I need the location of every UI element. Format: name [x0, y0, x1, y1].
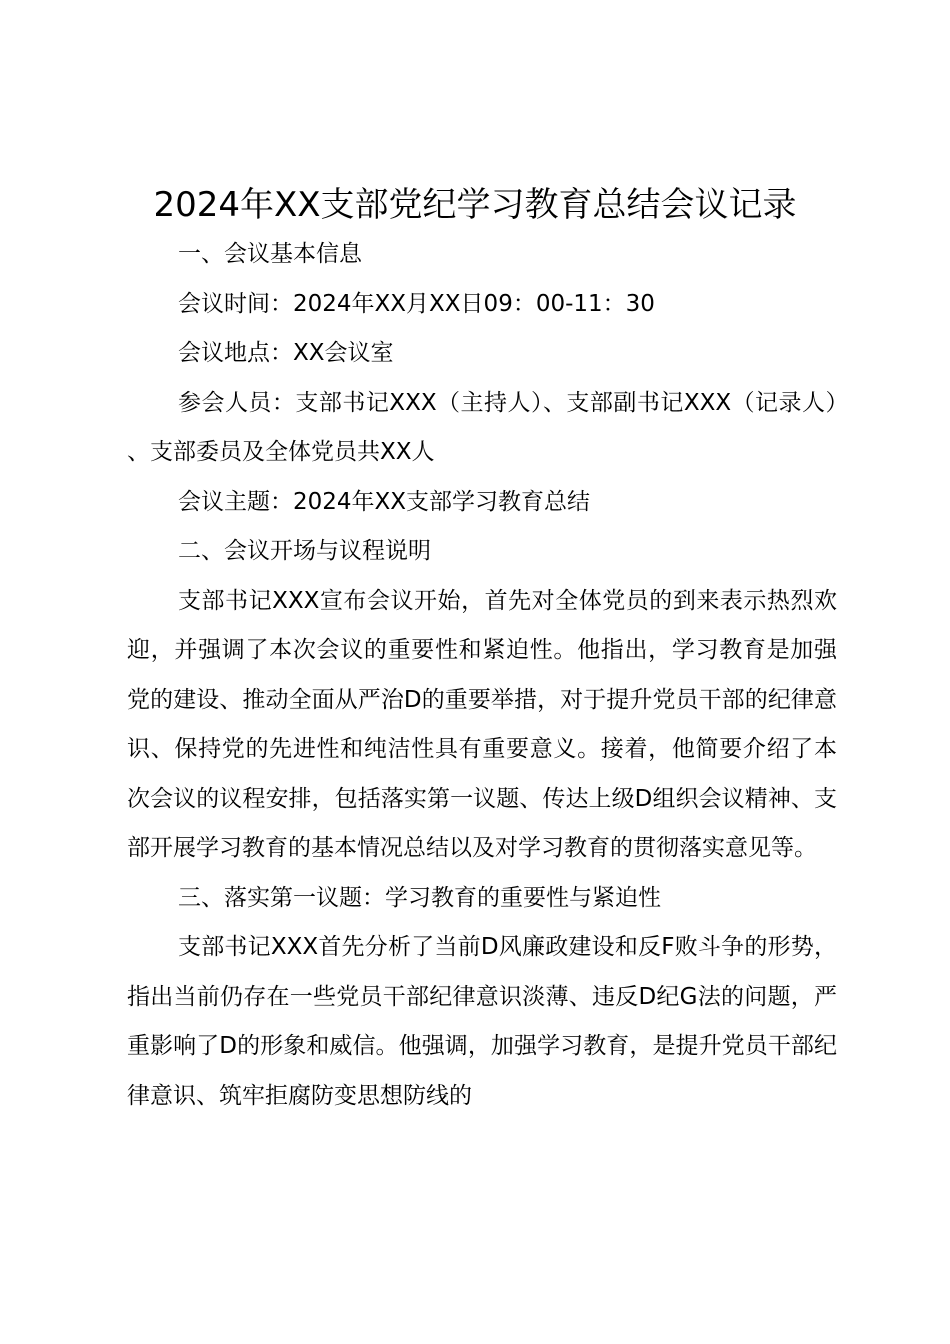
- document-body: [127, 230, 837, 1121]
- section-heading-first-topic: 三、落实第一议题：学习教育的重要性与紧迫性: [178, 884, 661, 911]
- opening-paragraph: 支部书记XXX宣布会议开始，首先对全体党员的到来表示热烈欢迎，并强调了本次会议的重要性和紧迫性。他指出，学习教育是加强党的建设、推动全面从严治D的重要举措，对于提升党员干部的纪律意识、保持党的先进性和纯洁性具有重要意义。接着，他简要介绍了本次会议的议程安排，包括落实第一议题、传达上级D组织会议精神、支部开展学习教育的基本情况总结以及对学习教育的贯彻落实意见等。: [127, 587, 837, 861]
- section-heading-opening: 二、会议开场与议程说明: [178, 538, 431, 564]
- meeting-time: 会议时间：2024年XX月XX日09：00-11：30: [178, 290, 655, 317]
- first-topic-paragraph: 支部书记XXX首先分析了当前D风廉政建设和反F败斗争的形势，指出当前仍存在一些党员干部纪律意识淡薄、违反D纪G法的问题，严重影响了D的形象和威信。他强调，加强学习教育，是提升党员干部纪律意识、筑牢拒腐防变思想防线的: [127, 934, 837, 1109]
- meeting-topic: 会议主题：2024年XX支部学习教育总结: [178, 488, 591, 515]
- section-heading-basic-info: 一、会议基本信息: [178, 241, 362, 267]
- meeting-attendees: 参会人员：支部书记XXX（主持人）、支部副书记XXX（记录人）、支部委员及全体党员共XX人: [127, 389, 837, 465]
- document-title: 2024年XX支部党纪学习教育总结会议记录: [153, 185, 797, 225]
- meeting-location: 会议地点：XX会议室: [178, 340, 394, 366]
